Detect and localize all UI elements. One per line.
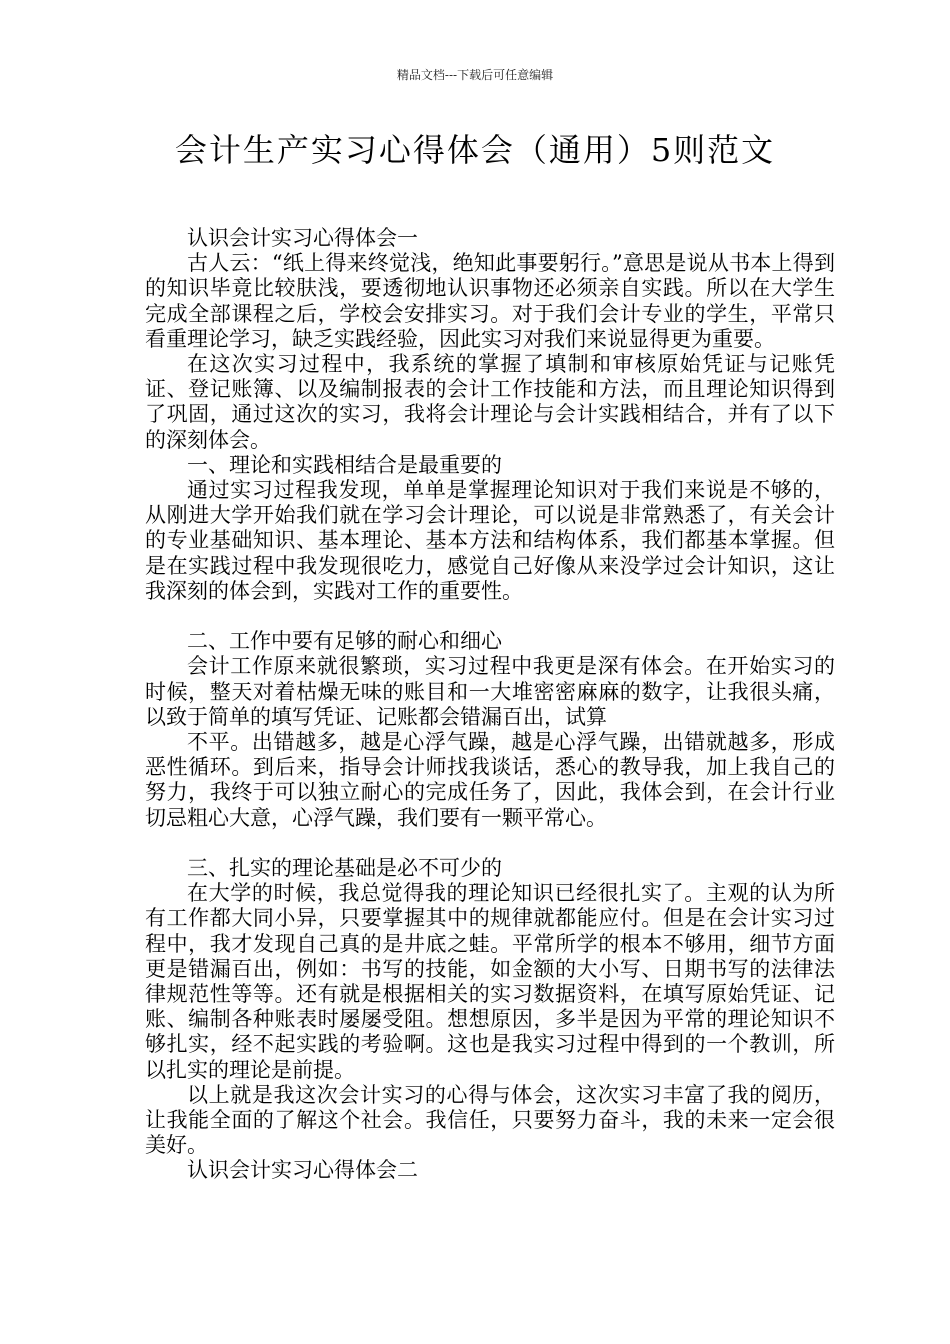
subheading: 三、扎实的理论基础是必不可少的 (187, 856, 502, 881)
section-heading: 认识会计实习心得体会二 (187, 1158, 418, 1183)
document-body (145, 226, 835, 1184)
header-note: 精品文档---下载后可任意编辑 (396, 68, 554, 82)
paragraph: 通过实习过程我发现，单单是掌握理论知识对于我们来说是不够的，从刚进大学开始我们就在学习会计理论，可以说是非常熟悉了，有关会计的专业基础知识、基本理论、基本方法和结构体系，我们都基本掌握。但是在实践过程中我发现很吃力，感觉自己好像从来没学过会计知识，这让我深刻的体会到，实践对工作的重要性。 (145, 478, 835, 603)
paragraph: 不平。出错越多，越是心浮气躁，越是心浮气躁，出错就越多，形成恶性循环。到后来，指导会计师找我谈话，悉心的教导我，加上我自己的努力，我终于可以独立耐心的完成任务了，因此，我体会到，在会计行业切忌粗心大意，心浮气躁，我们要有一颗平常心。 (145, 730, 835, 830)
paragraph: 在大学的时候，我总觉得我的理论知识已经很扎实了。主观的认为所有工作都大同小异，只要掌握其中的规律就都能应付。但是在会计实习过程中，我才发现自己真的是井底之蛙。平常所学的根本不够用，细节方面更是错漏百出，例如：书写的技能，如金额的大小写、日期书写的法律法律规范性等等。还有就是根据相关的实习数据资料，在填写原始凭证、记账、编制各种账表时屡屡受阻。想想原因，多半是因为平常的理论知识不够扎实，经不起实践的考验啊。这也是我实习过程中得到的一个教训，所以扎实的理论是前提。 (145, 881, 835, 1082)
subheading: 一、理论和实践相结合是最重要的 (187, 452, 502, 477)
paragraph: 以上就是我这次会计实习的心得与体会，这次实习丰富了我的阅历，让我能全面的了解这个社会。我信任，只要努力奋斗，我的未来一定会很美好。 (145, 1082, 835, 1158)
section-heading: 认识会计实习心得体会一 (187, 226, 418, 250)
subheading: 二、工作中要有足够的耐心和细心 (187, 629, 502, 654)
paragraph: 古人云：“纸上得来终觉浅，绝知此事要躬行。”意思是说从书本上得到的知识毕竟比较肤浅，要透彻地认识事物还必须亲自实践。所以在大学生完成全部课程之后，学校会安排实习。对于我们会计专业的学生，平常只看重理论学习，缺乏实践经验，因此实习对我们来说显得更为重要。 (145, 251, 835, 351)
document-title: 会计生产实习心得体会（通用）5则范文 (174, 131, 776, 169)
paragraph: 会计工作原来就很繁琐，实习过程中我更是深有体会。在开始实习的时候，整天对着枯燥无味的账目和一大堆密密麻麻的数字，让我很头痛，以致于简单的填写凭证、记账都会错漏百出，试算 (145, 654, 835, 729)
paragraph: 在这次实习过程中，我系统的掌握了填制和审核原始凭证与记账凭证、登记账簿、以及编制报表的会计工作技能和方法，而且理论知识得到了巩固，通过这次的实习，我将会计理论与会计实践相结合，并有了以下的深刻体会。 (145, 352, 835, 452)
